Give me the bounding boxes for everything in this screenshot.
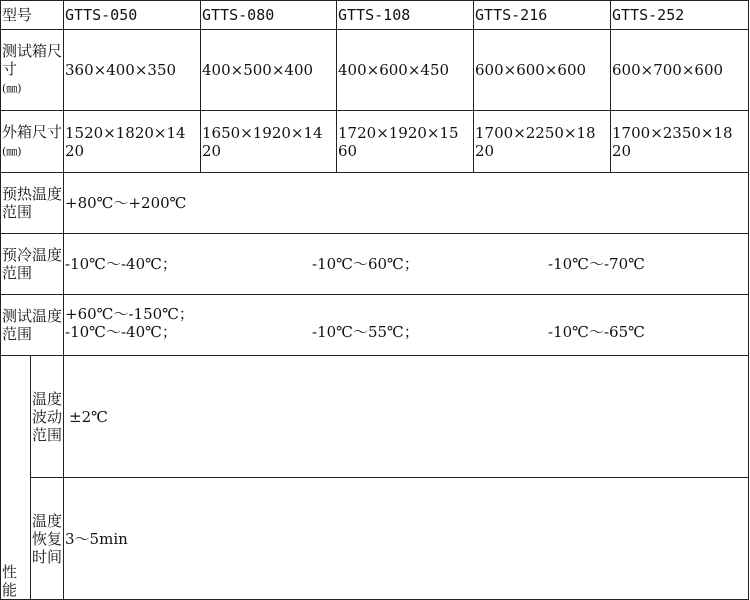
- test-temp-value: -10℃～-40℃；: [65, 323, 177, 341]
- inner-size-cell: [337, 30, 474, 111]
- performance-label: 性能: [1, 356, 31, 600]
- outer-size-label: [1, 111, 64, 173]
- precool-row: [1, 234, 749, 295]
- outer-size-label-text: 外箱尺寸: [2, 122, 63, 141]
- outer-size-value: 1700×2250×1820: [475, 123, 596, 160]
- test-temp-row: [1, 295, 749, 356]
- preheat-label: 预热温度范围: [1, 173, 64, 234]
- preheat-row: [1, 173, 749, 234]
- test-temp-label: 测试温度范围: [1, 295, 64, 356]
- inner-size-value: 400×500×400: [202, 61, 314, 79]
- fluctuation-label: 温度波动范围: [31, 356, 64, 478]
- inner-size-value: 600×600×600: [475, 61, 587, 79]
- outer-size-cell: [201, 111, 337, 173]
- inner-size-label-text: 测试箱尺寸: [2, 42, 63, 78]
- outer-size-value: 1520×1820×1420: [65, 123, 186, 160]
- preheat-value: +80℃～+200℃: [64, 173, 749, 234]
- header-row: [1, 1, 749, 30]
- outer-size-unit: (㎜): [2, 144, 22, 158]
- outer-size-cell: [337, 111, 474, 173]
- model-cell: GTTS-050: [64, 1, 201, 30]
- precool-label: 预冷温度范围: [1, 234, 64, 295]
- model-cell: GTTS-080: [201, 1, 337, 30]
- fluctuation-value: ±2℃: [64, 356, 749, 478]
- fluctuation-row: [1, 356, 749, 478]
- precool-values: [64, 234, 749, 295]
- inner-size-cell: [64, 30, 201, 111]
- inner-size-cell: [611, 30, 749, 111]
- inner-size-label: [1, 30, 64, 111]
- outer-size-cell: [611, 111, 749, 173]
- inner-size-unit: (㎜): [2, 82, 22, 95]
- model-cell: GTTS-108: [337, 1, 474, 30]
- inner-size-value: 360×400×350: [65, 61, 177, 79]
- outer-size-value: 1700×2350×1820: [612, 123, 733, 160]
- precool-value: -10℃～-40℃；: [65, 255, 177, 273]
- outer-size-value: 1650×1920×1420: [202, 123, 323, 160]
- precool-value: -10℃～-70℃: [548, 255, 645, 273]
- recovery-label: 温度恢复时间: [31, 478, 64, 600]
- outer-size-cell: [474, 111, 611, 173]
- inner-size-value: 600×700×600: [612, 61, 724, 79]
- inner-size-row: [1, 30, 749, 111]
- model-label: 型号: [1, 1, 64, 30]
- inner-size-value: 400×600×450: [338, 61, 450, 79]
- test-temp-value: -10℃～55℃；: [312, 323, 419, 341]
- recovery-value: 3～5min: [64, 478, 749, 600]
- precool-value: -10℃～60℃；: [312, 255, 419, 273]
- inner-size-cell: [201, 30, 337, 111]
- outer-size-row: [1, 111, 749, 173]
- model-cell: GTTS-216: [474, 1, 611, 30]
- model-cell: GTTS-252: [611, 1, 749, 30]
- outer-size-value: 1720×1920×1560: [338, 123, 459, 160]
- test-temp-values: [64, 295, 749, 356]
- inner-size-cell: [474, 30, 611, 111]
- test-temp-value: -10℃～-65℃: [548, 323, 645, 341]
- recovery-row: [1, 478, 749, 600]
- test-temp-line1: +60℃～-150℃；: [65, 305, 194, 323]
- outer-size-cell: [64, 111, 201, 173]
